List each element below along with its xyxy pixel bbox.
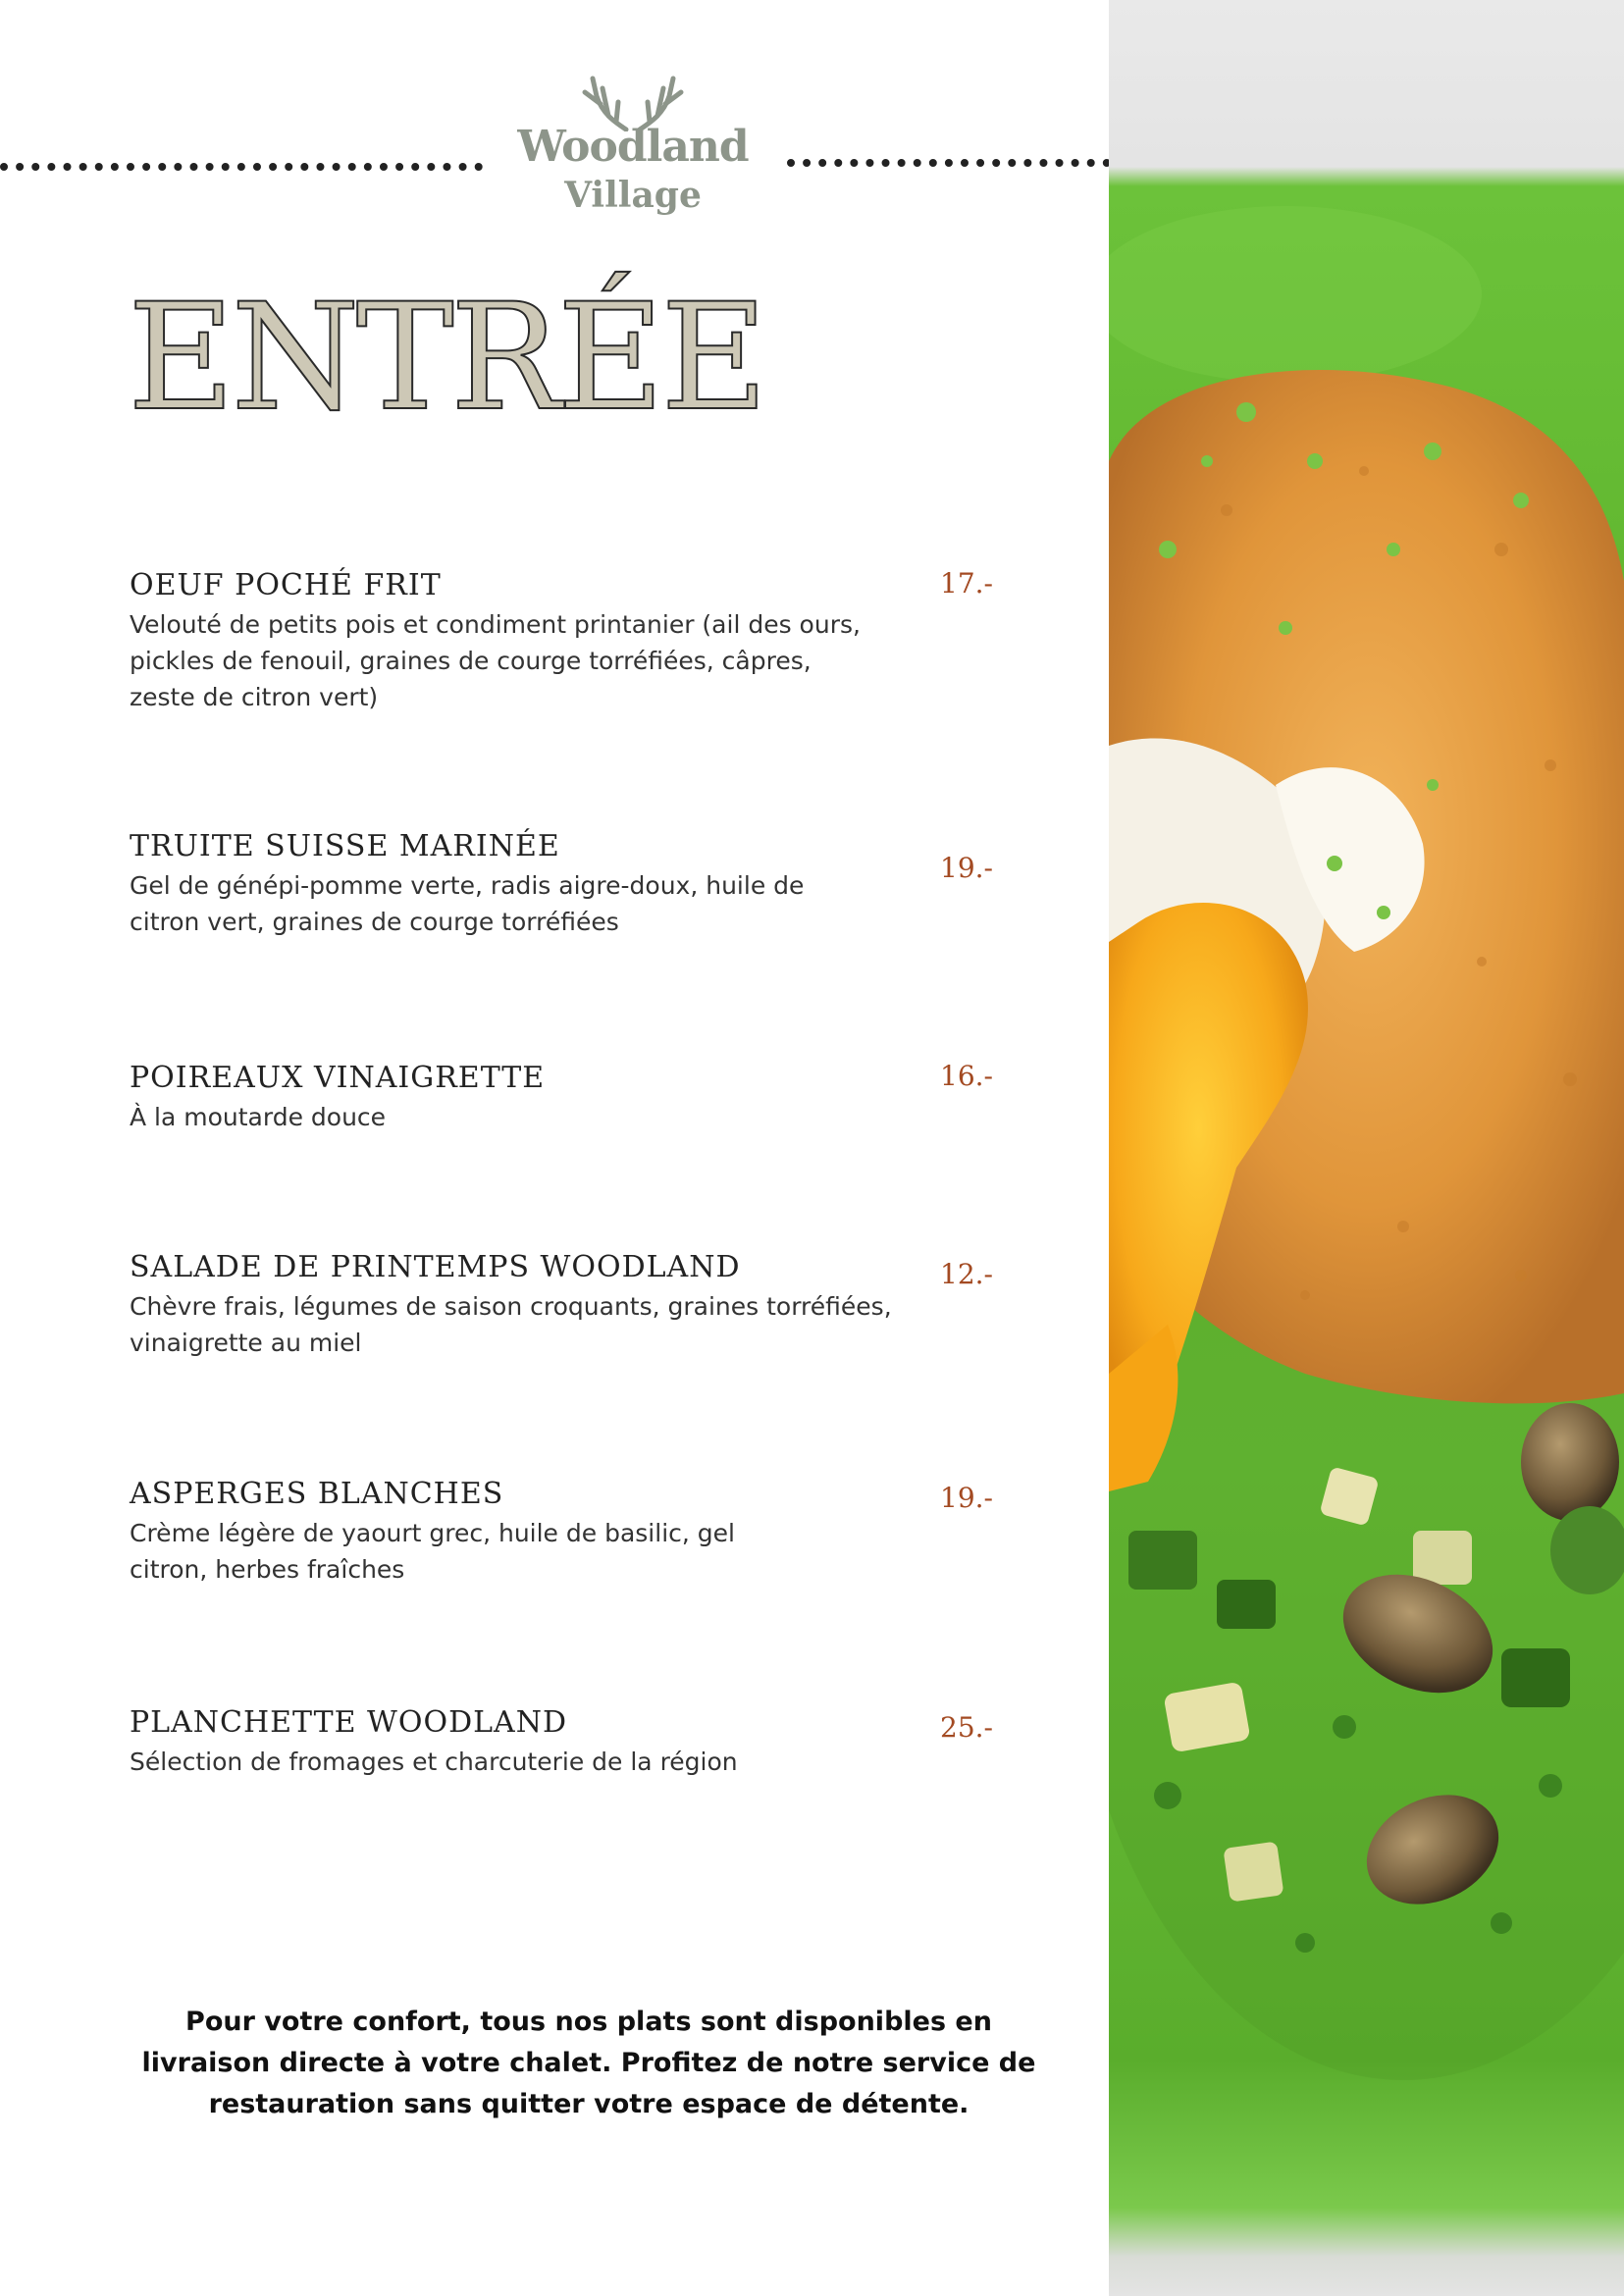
- item-name: ASPERGES BLANCHES: [130, 1477, 504, 1511]
- item-description: Sélection de fromages et charcuterie de la région: [130, 1748, 738, 1776]
- menu-item: [130, 1476, 895, 1588]
- item-price: 25.-: [940, 1711, 993, 1744]
- item-price: 19.-: [940, 1482, 993, 1514]
- menu-item: [130, 1060, 895, 1135]
- brand-name-line1: Woodland: [517, 122, 749, 172]
- item-name: POIREAUX VINAIGRETTE: [130, 1061, 546, 1095]
- header-divider-right: [787, 159, 1111, 167]
- item-price: 19.-: [940, 852, 993, 884]
- item-name: OEUF POCHÉ FRIT: [130, 568, 442, 602]
- item-description: Velouté de petits pois et condiment printanier (ail des ours, pickles de fenouil, graines de courge torréfiées, câpres, zeste de citron vert): [130, 610, 861, 711]
- item-name: PLANCHETTE WOODLAND: [130, 1705, 568, 1740]
- item-name: SALADE DE PRINTEMPS WOODLAND: [130, 1250, 741, 1284]
- item-price: 17.-: [940, 567, 993, 600]
- item-description: À la moutarde douce: [130, 1103, 387, 1131]
- menu-item: [130, 828, 895, 940]
- item-name: TRUITE SUISSE MARINÉE: [130, 829, 560, 863]
- menu-item: [130, 1249, 895, 1361]
- item-description: Gel de génépi-pomme verte, radis aigre-doux, huile de citron vert, graines de courge torréfiées: [130, 871, 805, 936]
- poached-egg-illustration: [1109, 0, 1624, 2296]
- item-description: Chèvre frais, légumes de saison croquants, graines torréfiées, vinaigrette au miel: [130, 1292, 892, 1357]
- item-description: Crème légère de yaourt grec, huile de basilic, gel citron, herbes fraîches: [130, 1519, 735, 1584]
- item-price: 12.-: [940, 1258, 993, 1290]
- dish-photo: [1109, 0, 1624, 2296]
- menu-item: [130, 1704, 895, 1780]
- item-price: 16.-: [940, 1060, 993, 1092]
- menu-item: [130, 567, 895, 715]
- page-title: ENTRÉE: [128, 273, 764, 444]
- delivery-note: Pour votre confort, tous nos plats sont disponibles en livraison directe à votre chalet. Profitez de notre service de restauration sans quitter votre espace de détente.: [141, 2007, 1036, 2119]
- brand-name-line2: Village: [564, 175, 702, 216]
- brand-logo: [510, 73, 756, 230]
- header-divider-left: [0, 163, 483, 171]
